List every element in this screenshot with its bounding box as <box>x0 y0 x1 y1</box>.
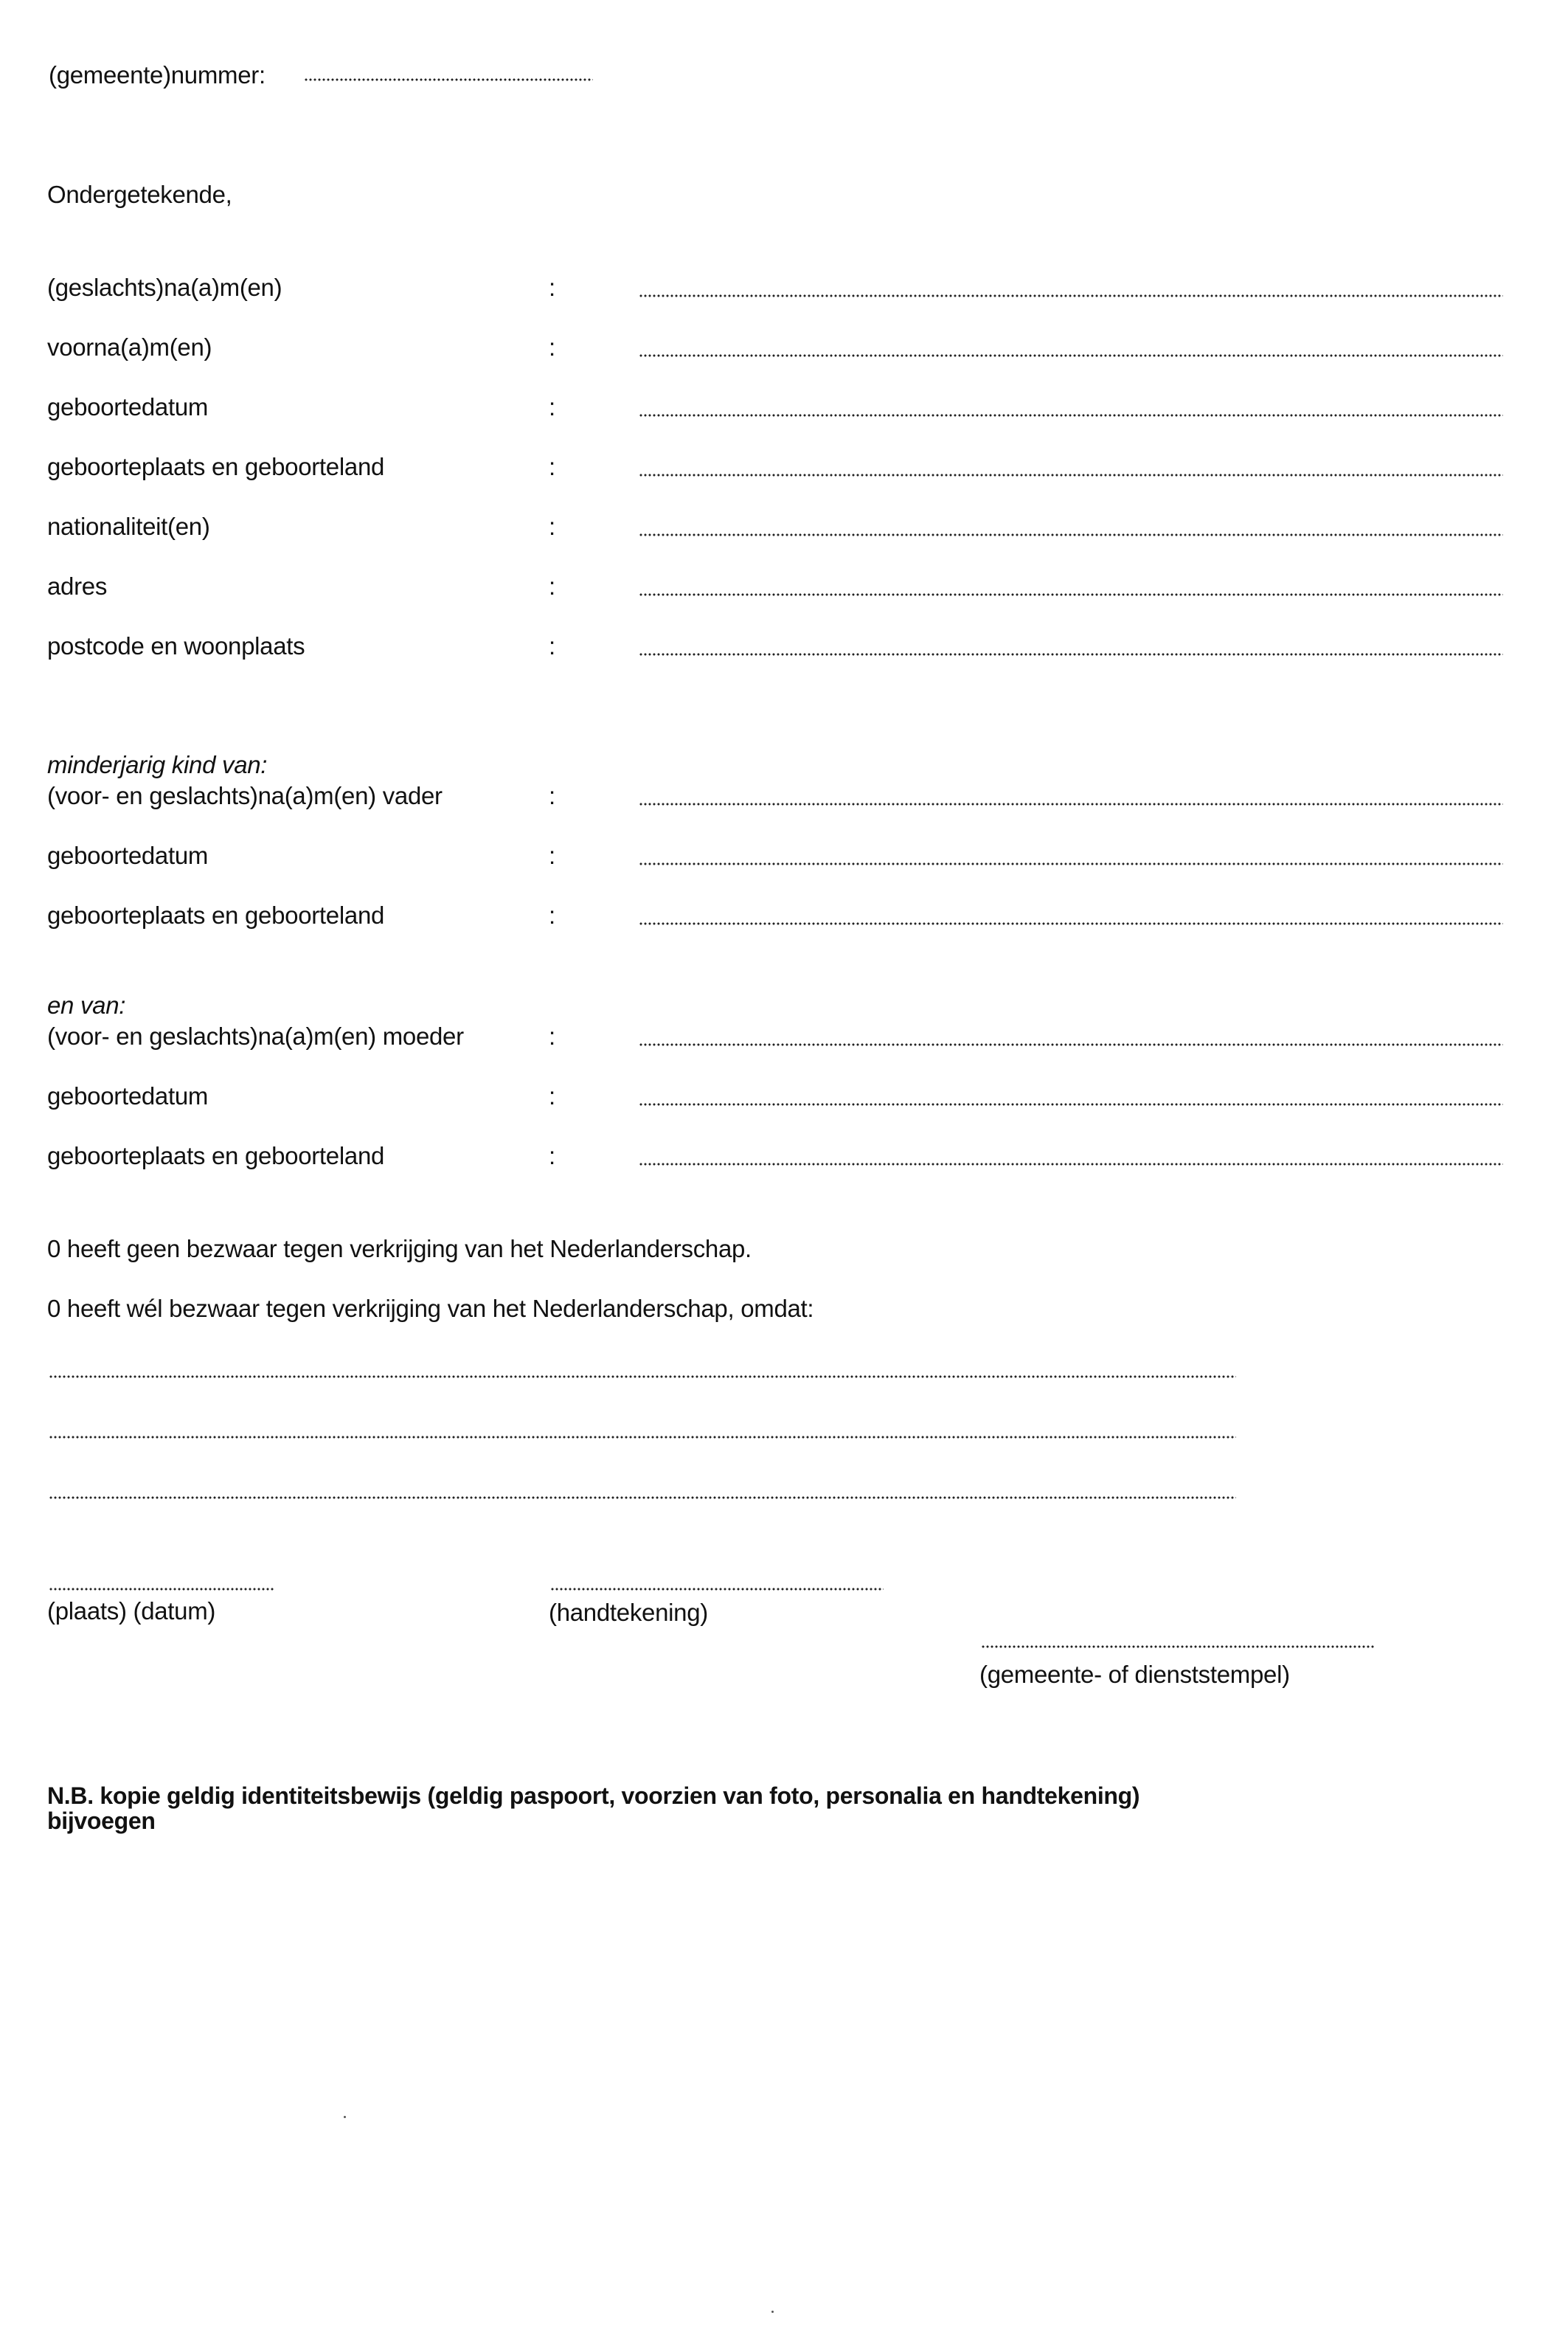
option-no-objection[interactable]: 0 heeft geen bezwaar tegen verkrijging van het Nederlanderschap. <box>47 1235 752 1262</box>
field-label-surname: (geslachts)na(a)m(en) <box>47 274 282 301</box>
father-section-heading: minderjarig kind van: <box>47 751 268 778</box>
field-colon: : <box>549 393 556 421</box>
field-label-mother-name: (voor- en geslachts)na(a)m(en) moeder <box>47 1023 464 1050</box>
stamp-label: (gemeente- of dienststempel) <box>979 1661 1290 1688</box>
scan-speck <box>344 2116 346 2118</box>
objection-reason-line-1[interactable] <box>49 1375 1236 1378</box>
field-surname-input[interactable] <box>639 294 1503 297</box>
field-colon: : <box>549 1082 556 1110</box>
signature-field[interactable] <box>550 1588 884 1591</box>
field-colon: : <box>549 842 556 869</box>
field-label-nationality: nationaliteit(en) <box>47 513 210 540</box>
field-colon: : <box>549 572 556 600</box>
field-birthplace-input[interactable] <box>639 474 1503 477</box>
field-label-given-names: voorna(a)m(en) <box>47 333 212 361</box>
field-mother-birthplace-input[interactable] <box>639 1163 1503 1166</box>
field-father-birthdate-input[interactable] <box>639 862 1503 865</box>
field-mother-name-input[interactable] <box>639 1043 1503 1046</box>
field-birthdate-input[interactable] <box>639 414 1503 417</box>
municipality-number-label: (gemeente)nummer: <box>49 61 266 89</box>
field-colon: : <box>549 1142 556 1169</box>
field-colon: : <box>549 453 556 480</box>
place-date-field[interactable] <box>49 1588 274 1591</box>
field-label-mother-birthdate: geboortedatum <box>47 1082 209 1110</box>
field-father-name-input[interactable] <box>639 803 1503 806</box>
municipality-number-field[interactable] <box>304 78 593 81</box>
mother-section-heading: en van: <box>47 992 126 1019</box>
place-date-label: (plaats) (datum) <box>47 1597 216 1625</box>
field-given-names-input[interactable] <box>639 354 1503 357</box>
scan-speck <box>771 2311 774 2313</box>
field-colon: : <box>549 513 556 540</box>
field-address-input[interactable] <box>639 593 1503 596</box>
field-label-mother-birthplace: geboorteplaats en geboorteland <box>47 1142 385 1169</box>
field-label-postcode-city: postcode en woonplaats <box>47 632 305 660</box>
field-colon: : <box>549 274 556 301</box>
field-label-father-birthdate: geboortedatum <box>47 842 209 869</box>
objection-reason-line-2[interactable] <box>49 1436 1236 1439</box>
stamp-field[interactable] <box>981 1645 1375 1648</box>
field-father-birthplace-input[interactable] <box>639 922 1503 925</box>
field-label-father-birthplace: geboorteplaats en geboorteland <box>47 902 385 929</box>
field-colon: : <box>549 632 556 660</box>
field-label-address: adres <box>47 572 108 600</box>
field-colon: : <box>549 1023 556 1050</box>
note-line-2: bijvoegen <box>47 1808 156 1834</box>
objection-reason-line-3[interactable] <box>49 1496 1236 1499</box>
option-objection[interactable]: 0 heeft wél bezwaar tegen verkrijging van het Nederlanderschap, omdat: <box>47 1295 814 1322</box>
field-postcode-city-input[interactable] <box>639 653 1503 656</box>
intro-text: Ondergetekende, <box>47 181 232 208</box>
signature-label: (handtekening) <box>549 1599 708 1626</box>
field-colon: : <box>549 782 556 809</box>
field-colon: : <box>549 902 556 929</box>
field-colon: : <box>549 333 556 361</box>
field-label-birthplace: geboorteplaats en geboorteland <box>47 453 385 480</box>
field-label-father-name: (voor- en geslachts)na(a)m(en) vader <box>47 782 443 809</box>
field-mother-birthdate-input[interactable] <box>639 1103 1503 1106</box>
note-line-1: N.B. kopie geldig identiteitsbewijs (geldig paspoort, voorzien van foto, personalia en handtekening) <box>47 1782 1140 1809</box>
field-nationality-input[interactable] <box>639 533 1503 536</box>
field-label-birthdate: geboortedatum <box>47 393 209 421</box>
